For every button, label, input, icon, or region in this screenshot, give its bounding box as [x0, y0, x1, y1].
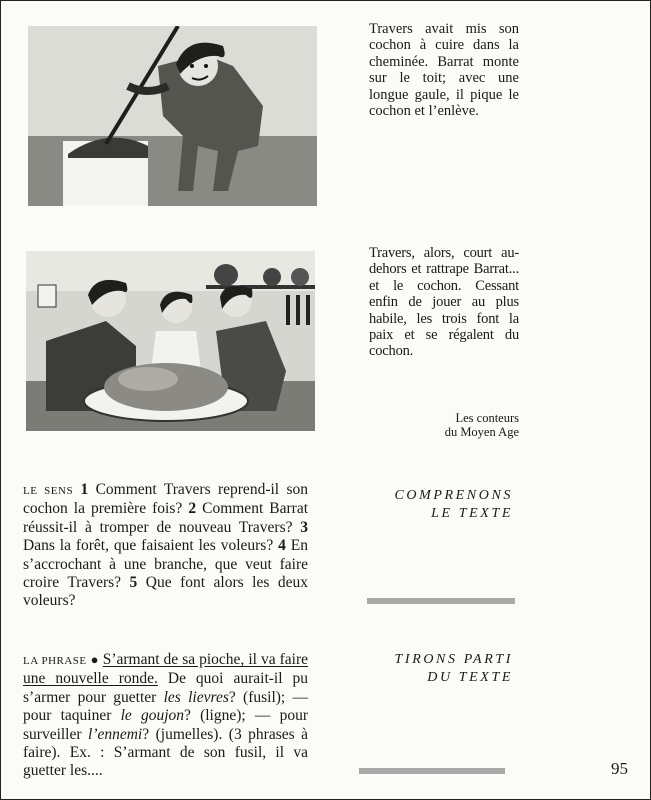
heading-tirons-parti [363, 651, 513, 687]
phrase-text: ? (fusil); — pour taquiner [23, 688, 308, 725]
illustration-feast-scene [26, 251, 315, 431]
divider-bar [359, 768, 505, 774]
heading-line: LE TEXTE [431, 506, 513, 521]
page-number: 95 [611, 759, 628, 778]
italic-word: l’ennemi [88, 725, 143, 743]
credit-line-2: du Moyen Age [444, 425, 519, 439]
heading-comprenons [363, 487, 513, 523]
italic-word: les lievres [163, 688, 229, 706]
illustration-pole-scene [28, 26, 317, 206]
sens-label: LE SENS [23, 485, 74, 497]
source-credit [401, 411, 519, 439]
sens-exercise [23, 481, 308, 611]
example-sentence: S’armant de sa pioche, il va faire une nouvelle ronde. [23, 651, 309, 688]
phrase-label: LA PHRASE [23, 655, 87, 667]
question-number: 3 [300, 518, 309, 536]
question-text: Que font alors les deux voleurs? [23, 574, 309, 610]
heading-line: DU TEXTE [427, 670, 513, 685]
narrative-paragraph-1: Travers avait mis son cochon à cuire dans la cheminée. Barrat monte sur le toit; avec une longue gaule, il pique le cochon et l’enlève. [369, 21, 519, 120]
heading-line: COMPRENONS [394, 488, 513, 503]
phrase-text: ? (jumelles). (3 phrases à faire). Ex. : S’armant de son fusil, il va guetter les.... [23, 725, 308, 780]
feast-scene-drawing [26, 251, 315, 431]
italic-word: le goujon [120, 707, 185, 725]
question-number: 1 [80, 481, 89, 498]
question-text: Dans la forêt, que faisaient les voleurs? [23, 537, 274, 555]
question-number: 5 [129, 574, 138, 592]
pole-scene-drawing [28, 26, 317, 206]
phrase-text: ? (ligne); — pour surveiller [23, 707, 308, 743]
phrase-text: De quoi aurait-il pu s’armer pour guetter [23, 670, 309, 706]
heading-line: TIRONS PARTI [394, 652, 513, 667]
question-number: 2 [188, 500, 197, 518]
narrative-paragraph-2: Travers, alors, court au-dehors et rattrape Barrat... et le cochon. Cessant enfin de jouer au plus habile, les trois font la paix et se régalent du cochon. [369, 245, 519, 360]
question-text: En s’accrochant à une branche, que veut faire croire Travers? [23, 537, 308, 592]
question-text: Comment Barrat réussit-il à tromper de nouveau Travers? [23, 500, 309, 536]
question-number: 4 [278, 537, 286, 555]
bullet-icon: ● [90, 652, 99, 667]
divider-bar [367, 598, 515, 604]
credit-line-1: Les conteurs [455, 411, 519, 425]
question-text: Comment Travers reprend-il son cochon la première fois? [23, 481, 308, 518]
phrase-exercise [23, 651, 308, 781]
